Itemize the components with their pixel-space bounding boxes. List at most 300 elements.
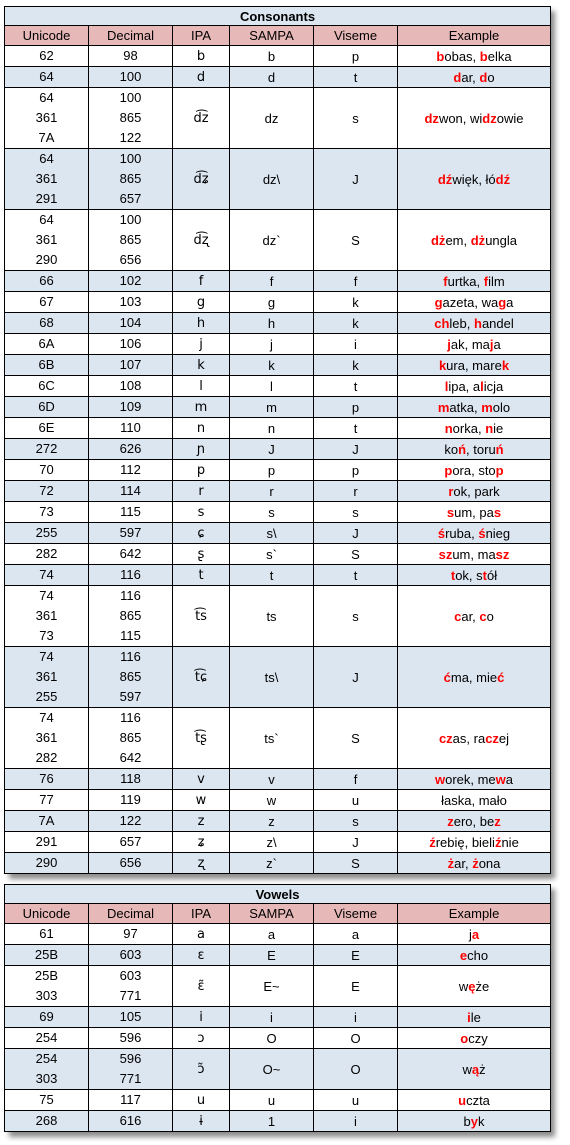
unicode-value: 255 <box>35 525 58 540</box>
sampa-cell: s\ <box>230 523 314 544</box>
unicode-value: 61 <box>39 926 54 941</box>
unicode-cell <box>5 1111 89 1132</box>
unicode-value: 66 <box>39 273 54 288</box>
sampa-cell: i <box>230 1007 314 1028</box>
example-highlight: t <box>482 567 488 583</box>
decimal-cell <box>89 397 173 418</box>
unicode-value: 76 <box>39 771 54 786</box>
example-cell <box>398 544 551 565</box>
example-text: ak, ma <box>450 336 490 352</box>
table-row <box>5 586 551 647</box>
viseme-cell: O <box>314 1028 398 1049</box>
example-text: ż <box>479 1061 486 1077</box>
viseme-cell: S <box>314 708 398 769</box>
decimal-value: 115 <box>120 628 141 643</box>
example-cell <box>398 586 551 647</box>
table-row <box>5 1028 551 1049</box>
decimal-cell <box>89 334 173 355</box>
unicode-cell <box>5 418 89 439</box>
ipa-cell: ʐ <box>173 853 230 874</box>
sampa-cell: r <box>230 481 314 502</box>
example-text: ar, <box>454 855 473 871</box>
unicode-value: 303 <box>35 1071 58 1086</box>
table-row <box>5 271 551 292</box>
decimal-cell <box>89 853 173 874</box>
decimal-value: 109 <box>119 399 142 414</box>
example-cell <box>398 1007 551 1028</box>
unicode-value: 291 <box>35 191 58 206</box>
example-text: elka <box>487 48 512 64</box>
unicode-value: 6E <box>38 420 55 435</box>
table-row <box>5 210 551 271</box>
example-text: ok, s <box>455 567 483 583</box>
decimal-value: 116 <box>120 710 141 725</box>
sampa-cell: u <box>230 1090 314 1111</box>
example-cell <box>398 832 551 853</box>
decimal-cell <box>89 544 173 565</box>
unicode-cell <box>5 439 89 460</box>
sampa-cell: z\ <box>230 832 314 853</box>
decimal-value: 603 <box>119 968 142 983</box>
viseme-cell: O <box>314 1049 398 1090</box>
decimal-value: 107 <box>119 357 142 372</box>
table-row <box>5 313 551 334</box>
decimal-cell <box>89 1111 173 1132</box>
example-text: łaska, mało <box>441 792 507 808</box>
example-highlight: p <box>444 462 453 478</box>
unicode-value: 64 <box>39 90 54 105</box>
decimal-value: 657 <box>119 191 142 206</box>
viseme-cell: p <box>314 460 398 481</box>
example-cell <box>398 397 551 418</box>
table-row <box>5 966 551 1007</box>
decimal-value: 105 <box>119 1009 142 1024</box>
sampa-cell: ts <box>230 586 314 647</box>
unicode-cell <box>5 790 89 811</box>
unicode-value: 74 <box>39 567 54 582</box>
example-highlight: ą <box>471 1061 480 1077</box>
decimal-value: 771 <box>119 988 142 1003</box>
unicode-cell <box>5 376 89 397</box>
table-row <box>5 418 551 439</box>
unicode-value: 7A <box>38 130 55 145</box>
example-text: ona <box>478 855 501 871</box>
ipa-cell: ɔ <box>173 1028 230 1049</box>
ipa-cell: r <box>173 481 230 502</box>
example-cell <box>398 376 551 397</box>
unicode-value: 6A <box>38 336 55 351</box>
unicode-value: 291 <box>35 834 58 849</box>
example-highlight: ń <box>495 441 504 457</box>
unicode-value: 290 <box>35 252 58 267</box>
unicode-cell <box>5 811 89 832</box>
unicode-value: 74 <box>39 710 54 725</box>
decimal-value: 116 <box>120 649 141 664</box>
decimal-value: 106 <box>119 336 142 351</box>
sampa-cell: O~ <box>230 1049 314 1090</box>
viseme-cell: i <box>314 1111 398 1132</box>
ipa-cell: ɲ <box>173 439 230 460</box>
viseme-cell: i <box>314 334 398 355</box>
table-row <box>5 292 551 313</box>
example-highlight: k <box>501 357 510 373</box>
ipa-cell: t͡s <box>173 586 230 647</box>
example-highlight: sz <box>495 546 510 562</box>
example-cell <box>398 271 551 292</box>
ipa-cell: ɛ <box>173 945 230 966</box>
table-row <box>5 769 551 790</box>
example-highlight: i <box>467 1009 471 1025</box>
unicode-cell <box>5 46 89 67</box>
ipa-cell: ɔ̃ <box>173 1049 230 1090</box>
decimal-value: 116 <box>120 588 141 603</box>
decimal-value: 116 <box>120 567 141 582</box>
table-row <box>5 790 551 811</box>
col-header-unicode: Unicode <box>5 904 89 924</box>
example-text: nie <box>501 834 519 850</box>
example-highlight: z <box>494 813 501 829</box>
decimal-value: 104 <box>119 315 142 330</box>
example-cell <box>398 334 551 355</box>
example-highlight: w <box>495 771 506 787</box>
example-highlight: e <box>459 947 468 963</box>
col-header-sampa: SAMPA <box>230 26 314 46</box>
unicode-value: 254 <box>35 1051 58 1066</box>
example-highlight: d <box>479 69 488 85</box>
unicode-value: 303 <box>35 988 58 1003</box>
table-row <box>5 502 551 523</box>
consonants-table-wrapper <box>4 6 550 874</box>
ipa-cell: ɨ <box>173 1111 230 1132</box>
sampa-cell: s` <box>230 544 314 565</box>
table-row <box>5 523 551 544</box>
example-cell <box>398 439 551 460</box>
unicode-value: 74 <box>39 649 54 664</box>
table-row <box>5 924 551 945</box>
decimal-cell <box>89 1090 173 1111</box>
ipa-cell: t͡ʂ <box>173 708 230 769</box>
example-text: o <box>487 69 495 85</box>
vowels-body <box>5 924 551 1132</box>
col-header-viseme: Viseme <box>314 904 398 924</box>
viseme-cell: s <box>314 811 398 832</box>
decimal-value: 656 <box>119 855 142 870</box>
example-highlight: ń <box>458 441 467 457</box>
col-header-sampa: SAMPA <box>230 904 314 924</box>
viseme-cell: f <box>314 271 398 292</box>
decimal-value: 112 <box>120 462 141 477</box>
example-cell <box>398 460 551 481</box>
unicode-cell <box>5 586 89 647</box>
ipa-cell: g <box>173 292 230 313</box>
unicode-value: 73 <box>39 628 54 643</box>
decimal-cell <box>89 647 173 708</box>
table-row <box>5 481 551 502</box>
sampa-cell: a <box>230 924 314 945</box>
example-text: a <box>505 771 514 787</box>
ipa-cell: ʂ <box>173 544 230 565</box>
example-highlight: ż <box>447 855 455 871</box>
ipa-cell: s <box>173 502 230 523</box>
example-highlight: d <box>453 69 462 85</box>
unicode-value: 67 <box>39 294 54 309</box>
example-text: um, pa <box>454 504 494 520</box>
decimal-value: 103 <box>119 294 142 309</box>
sampa-cell: v <box>230 769 314 790</box>
unicode-value: 73 <box>39 504 54 519</box>
decimal-cell <box>89 292 173 313</box>
example-highlight: dź <box>437 171 453 187</box>
example-text: won, wi <box>438 110 483 126</box>
example-text: nieg <box>485 525 511 541</box>
example-text: azeta, wa <box>442 294 499 310</box>
consonants-table <box>4 6 551 874</box>
table-row <box>5 397 551 418</box>
viseme-cell: t <box>314 67 398 88</box>
decimal-value: 865 <box>119 669 142 684</box>
example-highlight: cz <box>485 730 499 746</box>
example-text: czta <box>466 1092 490 1108</box>
table-row <box>5 811 551 832</box>
decimal-cell <box>89 46 173 67</box>
decimal-value: 657 <box>119 834 142 849</box>
example-cell <box>398 1049 551 1090</box>
example-highlight: sz <box>438 546 453 562</box>
decimal-value: 118 <box>120 771 141 786</box>
decimal-value: 596 <box>119 1051 142 1066</box>
example-text: że <box>475 978 490 994</box>
col-header-ipa: IPA <box>173 26 230 46</box>
unicode-value: 6B <box>38 357 55 372</box>
ipa-cell: i <box>173 1007 230 1028</box>
example-text: owie <box>496 110 524 126</box>
sampa-cell: w <box>230 790 314 811</box>
example-text: a <box>493 336 501 352</box>
example-cell <box>398 924 551 945</box>
ipa-cell: h <box>173 313 230 334</box>
decimal-value: 100 <box>119 69 142 84</box>
decimal-cell <box>89 418 173 439</box>
unicode-cell <box>5 565 89 586</box>
example-text: k <box>478 1113 485 1129</box>
example-highlight: dż <box>470 232 486 248</box>
example-cell <box>398 945 551 966</box>
unicode-value: 64 <box>39 151 54 166</box>
decimal-value: 117 <box>120 1092 141 1107</box>
ipa-cell: b <box>173 46 230 67</box>
decimal-value: 100 <box>119 151 142 166</box>
unicode-cell <box>5 1049 89 1090</box>
decimal-cell <box>89 523 173 544</box>
viseme-cell: E <box>314 966 398 1007</box>
sampa-cell: b <box>230 46 314 67</box>
decimal-value: 98 <box>123 48 138 63</box>
example-highlight: m <box>481 399 493 415</box>
decimal-cell <box>89 1049 173 1090</box>
table-row <box>5 149 551 210</box>
decimal-value: 771 <box>119 1071 142 1086</box>
example-highlight: ć <box>443 669 451 685</box>
example-text: atka, <box>449 399 482 415</box>
example-text: w <box>462 1061 472 1077</box>
example-highlight: f <box>483 273 489 289</box>
decimal-cell <box>89 502 173 523</box>
unicode-value: 25B <box>34 968 59 983</box>
decimal-cell <box>89 376 173 397</box>
example-highlight: b <box>436 48 445 64</box>
decimal-value: 597 <box>119 525 142 540</box>
decimal-cell <box>89 460 173 481</box>
unicode-value: 282 <box>35 546 58 561</box>
unicode-cell <box>5 1090 89 1111</box>
decimal-value: 616 <box>119 1113 142 1128</box>
decimal-value: 122 <box>119 813 142 828</box>
sampa-cell: z` <box>230 853 314 874</box>
example-highlight: j <box>447 336 451 352</box>
unicode-value: 361 <box>35 730 58 745</box>
unicode-cell <box>5 1007 89 1028</box>
viseme-cell: J <box>314 832 398 853</box>
ipa-cell: l <box>173 376 230 397</box>
ipa-cell: t͡ɕ <box>173 647 230 708</box>
example-cell <box>398 790 551 811</box>
sampa-cell: E <box>230 945 314 966</box>
decimal-value: 97 <box>123 926 138 941</box>
unicode-cell <box>5 397 89 418</box>
example-cell <box>398 1028 551 1049</box>
sampa-cell: z <box>230 811 314 832</box>
unicode-cell <box>5 481 89 502</box>
example-text: ura, mare <box>446 357 502 373</box>
unicode-cell <box>5 210 89 271</box>
example-highlight: dź <box>495 171 511 187</box>
example-text: ruba, <box>445 525 479 541</box>
example-text: ungla <box>485 232 517 248</box>
unicode-cell <box>5 502 89 523</box>
example-highlight: u <box>458 1092 467 1108</box>
example-cell <box>398 811 551 832</box>
table-row <box>5 544 551 565</box>
example-text: czy <box>468 1030 488 1046</box>
unicode-cell <box>5 88 89 149</box>
decimal-cell <box>89 439 173 460</box>
example-highlight: ż <box>472 855 479 871</box>
example-text: j <box>468 926 472 942</box>
unicode-value: 254 <box>35 1030 58 1045</box>
example-highlight: b <box>479 48 488 64</box>
unicode-cell <box>5 292 89 313</box>
sampa-cell: O <box>230 1028 314 1049</box>
decimal-value: 865 <box>119 730 142 745</box>
unicode-cell <box>5 832 89 853</box>
decimal-value: 865 <box>119 608 142 623</box>
decimal-value: 102 <box>119 273 142 288</box>
decimal-value: 110 <box>120 420 141 435</box>
unicode-cell <box>5 334 89 355</box>
unicode-value: 255 <box>35 689 58 704</box>
example-highlight: c <box>454 608 462 624</box>
ipa-cell: ɕ <box>173 523 230 544</box>
viseme-cell: k <box>314 355 398 376</box>
sampa-cell: f <box>230 271 314 292</box>
ipa-cell: p <box>173 460 230 481</box>
sampa-cell: ts` <box>230 708 314 769</box>
viseme-cell: J <box>314 647 398 708</box>
example-text: o <box>486 608 494 624</box>
decimal-value: 596 <box>119 1030 142 1045</box>
example-cell <box>398 313 551 334</box>
example-highlight: ś <box>437 525 446 541</box>
unicode-value: 64 <box>39 69 54 84</box>
example-highlight: ć <box>497 669 505 685</box>
sampa-cell: dz` <box>230 210 314 271</box>
ipa-cell: d͡ʐ <box>173 210 230 271</box>
consonants-title: Consonants <box>5 7 551 26</box>
unicode-cell <box>5 708 89 769</box>
example-highlight: p <box>495 462 504 478</box>
viseme-cell: s <box>314 586 398 647</box>
decimal-value: 626 <box>119 441 142 456</box>
table-row <box>5 376 551 397</box>
table-row <box>5 945 551 966</box>
unicode-cell <box>5 149 89 210</box>
viseme-cell: k <box>314 292 398 313</box>
ipa-cell: ʑ <box>173 832 230 853</box>
example-highlight: dz <box>424 110 439 126</box>
decimal-cell <box>89 1028 173 1049</box>
sampa-cell: k <box>230 355 314 376</box>
decimal-value: 656 <box>119 252 142 267</box>
decimal-cell <box>89 88 173 149</box>
decimal-value: 114 <box>120 483 141 498</box>
unicode-cell <box>5 355 89 376</box>
example-text: ół <box>487 567 498 583</box>
example-cell <box>398 1111 551 1132</box>
example-text: ma, mie <box>450 669 498 685</box>
example-cell <box>398 292 551 313</box>
decimal-cell <box>89 271 173 292</box>
unicode-value: 75 <box>39 1092 54 1107</box>
sampa-cell: d <box>230 67 314 88</box>
example-text: ok, park <box>453 483 500 499</box>
viseme-cell: r <box>314 481 398 502</box>
example-text: leb, <box>449 315 474 331</box>
ipa-cell: d͡z <box>173 88 230 149</box>
sampa-cell: g <box>230 292 314 313</box>
unicode-cell <box>5 945 89 966</box>
decimal-value: 642 <box>119 750 142 765</box>
example-highlight: l <box>480 378 484 394</box>
example-highlight: j <box>489 336 494 352</box>
example-cell <box>398 502 551 523</box>
example-text: rebię, bieli <box>435 834 495 850</box>
example-text: um, ma <box>452 546 496 562</box>
ipa-cell: ɛ̃ <box>173 966 230 1007</box>
example-text: as, ra <box>452 730 486 746</box>
col-header-viseme: Viseme <box>314 26 398 46</box>
ipa-cell: k <box>173 355 230 376</box>
viseme-cell: J <box>314 439 398 460</box>
example-highlight: f <box>443 273 448 289</box>
table-row <box>5 565 551 586</box>
unicode-value: 282 <box>35 750 58 765</box>
viseme-cell: t <box>314 376 398 397</box>
decimal-value: 100 <box>119 90 142 105</box>
unicode-value: 7A <box>38 813 55 828</box>
ipa-cell: m <box>173 397 230 418</box>
viseme-cell: t <box>314 565 398 586</box>
example-highlight: h <box>473 315 482 331</box>
